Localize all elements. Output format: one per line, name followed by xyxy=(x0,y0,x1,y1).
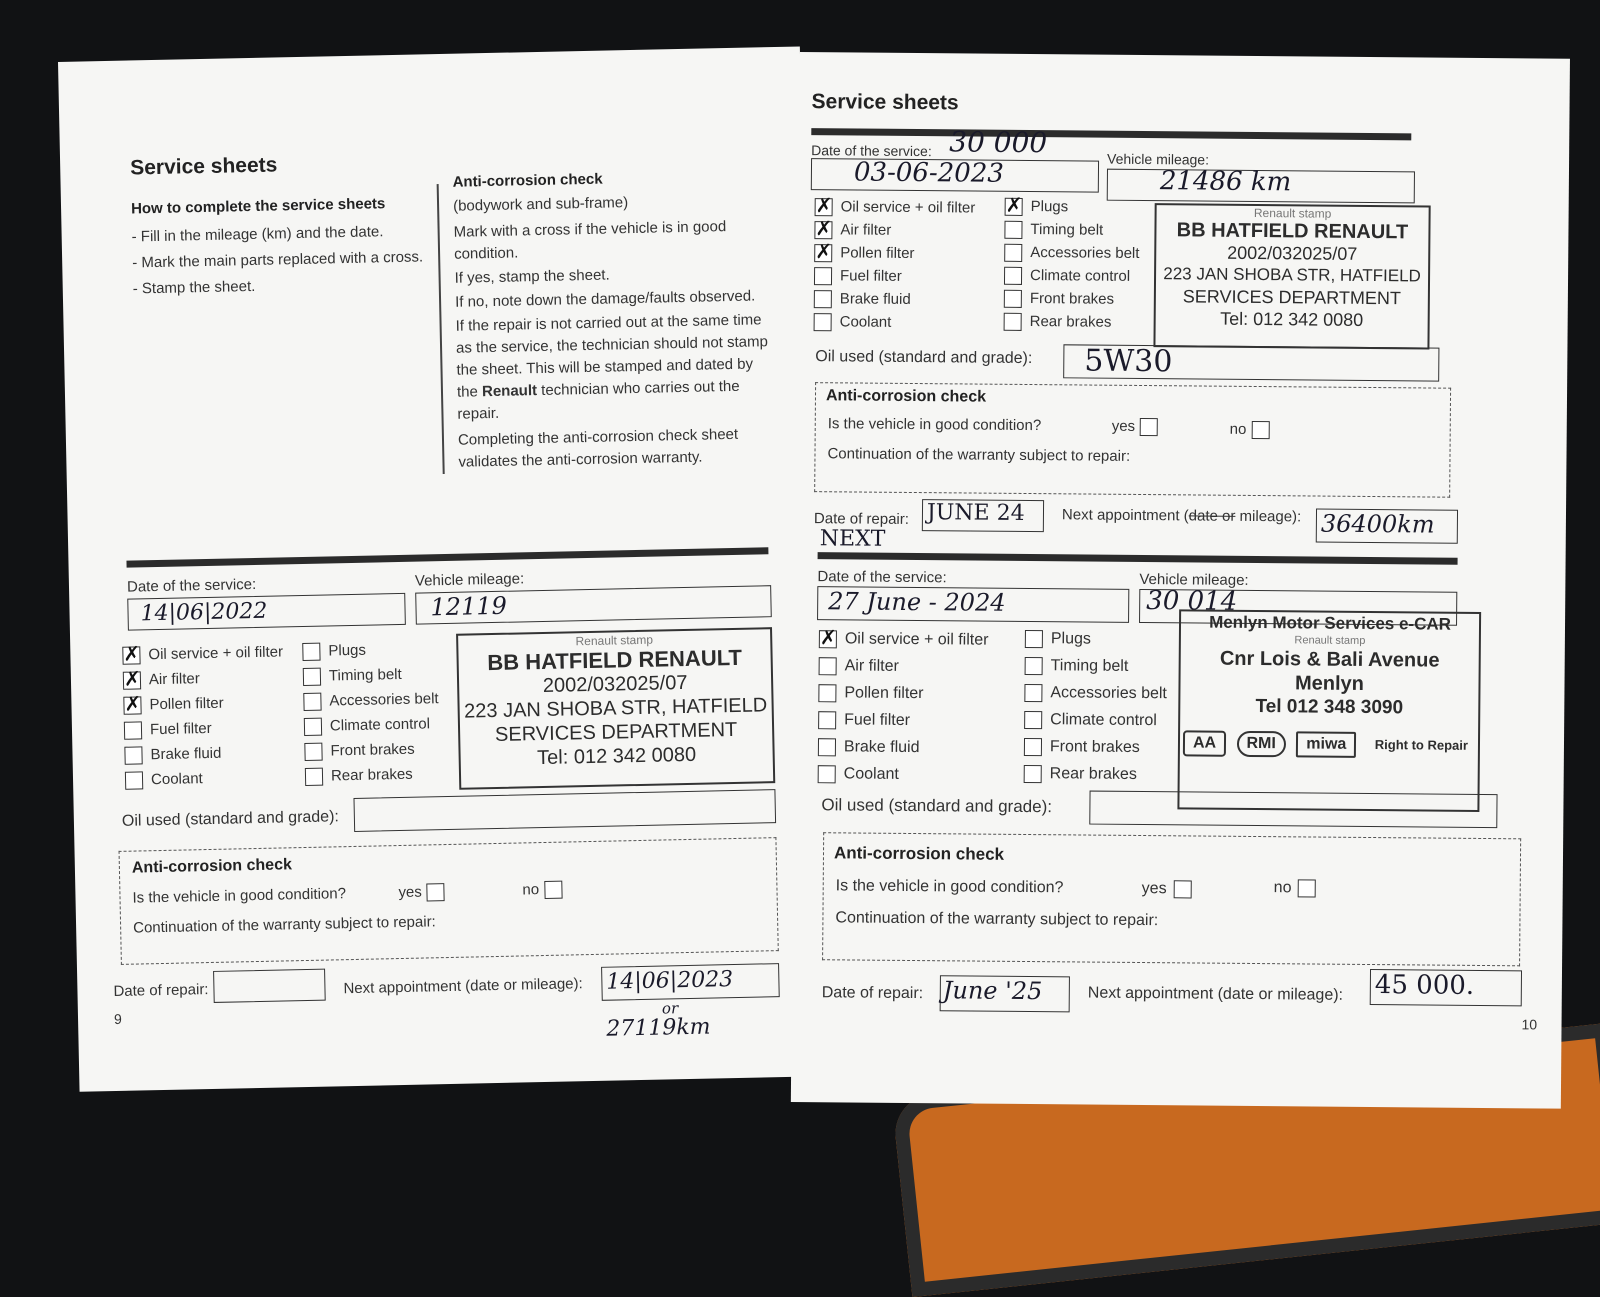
checklist-label: Climate control xyxy=(1050,711,1157,730)
anti-line xyxy=(457,376,740,403)
anti-line-suffix: technician who carries out the xyxy=(541,377,740,399)
checklist-label: Rear brakes xyxy=(1029,313,1112,331)
checklist-label: Plugs xyxy=(1030,198,1069,216)
page-number: 9 xyxy=(113,1010,123,1028)
divider xyxy=(437,184,445,474)
aa-logo: AA xyxy=(1183,730,1226,756)
anti-line: If yes, stamp the sheet. xyxy=(454,266,610,287)
right-to-repair-logo: Right to Repair xyxy=(1374,737,1469,753)
yes-label: yes xyxy=(398,883,422,902)
oil-label: Oil used (standard and grade): xyxy=(815,348,1033,368)
checklist-label: Climate control xyxy=(329,715,431,735)
mileage-value: 30 014 xyxy=(1146,586,1238,617)
checklist-label: Oil service + oil filter xyxy=(840,198,976,217)
date-label: Date of the service: xyxy=(817,568,947,587)
checkbox[interactable] xyxy=(1025,630,1043,648)
checked-mark-icon: ✗ xyxy=(819,625,837,650)
stamp-label: Renault stamp xyxy=(1294,634,1366,647)
next-label: Next appointment (date or mileage): xyxy=(343,975,583,998)
next-field[interactable] xyxy=(601,963,780,1001)
next-label xyxy=(1062,504,1301,527)
checkbox[interactable] xyxy=(1024,738,1042,756)
stamp-label: Renault stamp xyxy=(1253,205,1332,221)
checkbox[interactable] xyxy=(814,290,832,308)
section-bar xyxy=(818,552,1458,565)
checklist-label: Air filter xyxy=(148,670,200,689)
miwa-logo: miwa xyxy=(1296,731,1356,758)
repair-field[interactable] xyxy=(940,975,1070,1012)
checklist-label: Timing belt xyxy=(328,665,402,685)
checked-mark-icon: ✗ xyxy=(124,691,142,716)
anti-line: as the service, the technician should not stamp xyxy=(455,333,769,357)
next-label-part: Next appointment ( xyxy=(1061,506,1189,525)
page-title: Service sheets xyxy=(811,90,959,115)
checklist-label: Coolant xyxy=(839,313,892,331)
howto-item: - Mark the main parts replaced with a cross. xyxy=(132,248,424,272)
next-value: 45 000. xyxy=(1374,970,1475,1001)
page-title: Service sheets xyxy=(129,153,278,180)
no-checkbox[interactable] xyxy=(1298,879,1316,897)
repair-label: Date of repair: xyxy=(813,510,910,528)
checklist-label: Pollen filter xyxy=(840,244,915,263)
date-label: Date of the service: xyxy=(126,575,257,596)
page-number: 10 xyxy=(1521,1016,1538,1033)
oil-label: Oil used (standard and grade): xyxy=(821,795,1053,817)
continuation-label: Continuation of the warranty subject to repair: xyxy=(827,445,1131,465)
checkbox[interactable] xyxy=(1004,313,1022,331)
checked-mark-icon: ✗ xyxy=(815,216,833,241)
stamp-header: Menlyn Motor Services e-CAR xyxy=(1209,612,1452,634)
checked-mark-icon: ✗ xyxy=(815,239,833,264)
checklist-label: Timing belt xyxy=(1030,221,1104,239)
checkbox[interactable] xyxy=(1025,657,1043,675)
checkbox[interactable] xyxy=(303,668,321,686)
checked-mark-icon: ✗ xyxy=(1005,192,1023,217)
anti-line: the sheet. This will be stamped and dated by xyxy=(456,355,754,379)
checkbox[interactable] xyxy=(815,193,833,218)
checked-mark-icon: ✗ xyxy=(123,641,141,666)
checkbox[interactable] xyxy=(303,693,321,711)
next-field[interactable] xyxy=(1370,969,1522,1006)
section-bar xyxy=(126,547,768,567)
yes-label: yes xyxy=(1141,880,1167,898)
stamp-line: SERVICES DEPARTMENT xyxy=(1182,286,1401,309)
next-field[interactable] xyxy=(1316,509,1458,544)
left-page xyxy=(58,46,821,1091)
checklist-label: Air filter xyxy=(840,221,892,239)
mileage-label: Vehicle mileage: xyxy=(1139,570,1249,589)
stamp-line: Tel: 012 342 0080 xyxy=(536,743,697,770)
date-value: 27 June - 2024 xyxy=(828,587,1006,617)
date-value: 03-06-2023 xyxy=(853,157,1004,189)
howto-heading: How to complete the service sheets xyxy=(130,195,386,218)
checklist-label: Climate control xyxy=(1029,267,1131,285)
continuation-label: Continuation of the warranty subject to repair: xyxy=(132,913,436,937)
checkbox[interactable] xyxy=(123,666,141,691)
menlyn-stamp xyxy=(1177,609,1481,812)
repair-field[interactable] xyxy=(213,969,326,1003)
next-label-part: mileage): xyxy=(1235,507,1302,526)
stamp-line: Cnr Lois & Bali Avenue xyxy=(1219,647,1440,672)
oil-field[interactable] xyxy=(1089,791,1497,829)
checkbox[interactable] xyxy=(818,765,836,783)
anti-line: If the repair is not carried out at the same time xyxy=(455,311,762,335)
anti-title: Anti-corrosion check xyxy=(833,843,1005,864)
checkbox[interactable] xyxy=(1024,684,1042,702)
stamp-line: 2002/032025/07 xyxy=(542,671,688,697)
checkbox[interactable] xyxy=(124,721,142,739)
checklist-label: Coolant xyxy=(150,770,203,789)
checklist-label: Fuel filter xyxy=(149,719,212,739)
checklist-label: Brake fluid xyxy=(150,744,222,764)
section-bar xyxy=(811,128,1411,140)
checked-mark-icon: ✗ xyxy=(123,666,141,691)
checklist-label: Pollen filter xyxy=(844,684,924,703)
howto-item: - Fill in the mileage (km) and the date. xyxy=(131,223,384,246)
checklist-label: Front brakes xyxy=(330,740,415,760)
no-label: no xyxy=(1273,879,1292,897)
checkbox[interactable] xyxy=(818,684,836,702)
anti-line: Completing the anti-corrosion check sheet xyxy=(457,425,739,449)
checklist-label: Oil service + oil filter xyxy=(148,643,284,664)
howto-item: - Stamp the sheet. xyxy=(132,277,256,298)
date-field[interactable] xyxy=(817,586,1129,623)
anti-question: Is the vehicle in good condition? xyxy=(132,885,347,907)
stamp-line: Menlyn xyxy=(1294,672,1365,695)
checkbox[interactable] xyxy=(814,313,832,331)
stamp-label: Renault stamp xyxy=(575,632,654,649)
checklist-label: Brake fluid xyxy=(839,290,911,308)
checklist-label: Oil service + oil filter xyxy=(844,630,989,649)
checklist-label: Coolant xyxy=(843,765,899,783)
checkbox[interactable] xyxy=(1004,244,1022,262)
repair-value: June '25 xyxy=(942,976,1043,1006)
checkbox[interactable] xyxy=(123,691,142,716)
anti-line: validates the anti-corrosion warranty. xyxy=(458,448,703,471)
checkbox[interactable] xyxy=(814,267,832,285)
checkbox[interactable] xyxy=(1004,290,1022,308)
rmi-logo: RMI xyxy=(1236,731,1286,757)
anti-question: Is the vehicle in good condition? xyxy=(827,415,1042,435)
anti-line-prefix: the xyxy=(456,383,479,401)
oil-label: Oil used (standard and grade): xyxy=(121,808,340,830)
stamp-line: BB HATFIELD RENAULT xyxy=(1176,219,1409,244)
next-value: 36400km xyxy=(1320,509,1435,539)
checkbox[interactable] xyxy=(1024,765,1042,783)
stamp-line: 223 JAN SHOBA STR, HATFIELD xyxy=(1163,264,1421,286)
stamp-line: Tel: 012 342 0080 xyxy=(1220,308,1364,330)
stamp-logos xyxy=(1180,730,1478,759)
mileage-value: 21486 km xyxy=(1159,166,1292,198)
checkbox[interactable] xyxy=(1024,711,1042,729)
date-value: 14|06|2022 xyxy=(140,598,268,627)
checklist-label: Accessories belt xyxy=(1030,244,1140,262)
yes-checkbox[interactable] xyxy=(1174,880,1192,898)
anti-line: condition. xyxy=(453,244,519,263)
yes-checkbox[interactable] xyxy=(1140,418,1158,436)
anti-corrosion-box xyxy=(119,837,779,965)
checklist-label: Front brakes xyxy=(1029,290,1115,308)
anti-line: (bodywork and sub-frame) xyxy=(452,194,629,215)
checkbox[interactable] xyxy=(814,216,833,241)
anti-corrosion-box xyxy=(814,382,1451,498)
oil-field[interactable] xyxy=(353,789,776,832)
checkbox[interactable] xyxy=(818,711,836,729)
mileage-label: Vehicle mileage: xyxy=(1107,150,1210,168)
anti-line: Mark with a cross if the vehicle is in good xyxy=(453,218,727,241)
checkbox[interactable] xyxy=(1004,267,1022,285)
yes-checkbox[interactable] xyxy=(426,883,444,901)
right-page xyxy=(791,52,1570,1109)
anti-heading: Anti-corrosion check xyxy=(452,170,603,191)
oil-field[interactable] xyxy=(1063,344,1439,381)
checkbox[interactable] xyxy=(1004,221,1022,239)
checklist-label: Rear brakes xyxy=(330,765,413,785)
checkbox[interactable] xyxy=(818,738,836,756)
stamp-line: 223 JAN SHOBA STR, HATFIELD xyxy=(463,694,768,723)
anti-line: If no, note down the damage/faults observed. xyxy=(454,287,756,311)
checklist-label: Front brakes xyxy=(1049,738,1140,756)
oil-value: 5W30 xyxy=(1084,343,1173,380)
repair-label: Date of repair: xyxy=(113,981,209,1001)
renault-stamp xyxy=(1153,203,1430,349)
checkbox[interactable] xyxy=(122,641,141,666)
next-label: Next appointment (date or mileage): xyxy=(1087,984,1344,1004)
checklist-label: Fuel filter xyxy=(844,711,911,729)
checkbox[interactable] xyxy=(1005,192,1023,217)
stamp-line: 2002/032025/07 xyxy=(1227,242,1358,264)
yes-label: yes xyxy=(1111,417,1136,435)
checkbox[interactable] xyxy=(814,239,833,264)
checklist-label: Accessories belt xyxy=(329,690,439,710)
checkbox[interactable] xyxy=(124,746,142,764)
checked-mark-icon: ✗ xyxy=(815,193,833,218)
date-field[interactable] xyxy=(811,158,1099,193)
checkbox[interactable] xyxy=(304,743,322,761)
no-label: no xyxy=(1229,420,1247,438)
checklist-label: Fuel filter xyxy=(839,267,902,285)
checkbox[interactable] xyxy=(819,657,837,675)
date-label: Date of the service: xyxy=(811,142,932,160)
checkbox[interactable] xyxy=(304,718,322,736)
anti-line: repair. xyxy=(457,404,500,423)
checklist-label: Timing belt xyxy=(1050,657,1129,675)
checklist-label: Rear brakes xyxy=(1049,765,1137,783)
anti-question: Is the vehicle in good condition? xyxy=(835,877,1064,897)
checklist-label: Brake fluid xyxy=(843,738,920,757)
no-label: no xyxy=(522,881,540,899)
next-value: 14|06|2023 xyxy=(606,967,734,995)
checkbox[interactable] xyxy=(302,643,320,661)
stamp-line: BB HATFIELD RENAULT xyxy=(487,644,743,676)
checkbox[interactable] xyxy=(305,768,323,786)
renault-word: Renault xyxy=(481,382,538,401)
repair-label: Date of repair: xyxy=(821,984,924,1003)
next-note-or: or xyxy=(661,999,679,1018)
mileage-field[interactable] xyxy=(415,585,772,624)
repair-field[interactable] xyxy=(922,499,1044,532)
checkbox[interactable] xyxy=(819,625,837,650)
checklist-label: Plugs xyxy=(328,641,367,660)
repair-value: JUNE 24 xyxy=(926,500,1025,526)
mileage-label: Vehicle mileage: xyxy=(414,570,525,590)
next-label-struck: date or xyxy=(1188,507,1236,525)
checklist-label: Pollen filter xyxy=(149,694,224,714)
no-checkbox[interactable] xyxy=(1252,421,1270,439)
mileage-value: 12119 xyxy=(430,591,508,622)
date-field[interactable] xyxy=(127,593,406,631)
above-date-note: 30 000 xyxy=(949,125,1048,160)
no-checkbox[interactable] xyxy=(544,881,562,899)
checklist-label: Plugs xyxy=(1050,630,1091,648)
next-note-km: 27119km xyxy=(606,1014,711,1042)
continuation-label: Continuation of the warranty subject to repair: xyxy=(835,909,1159,930)
anti-title: Anti-corrosion check xyxy=(825,387,987,406)
next-handwritten-note: NEXT xyxy=(819,526,886,552)
renault-stamp xyxy=(456,627,775,790)
mileage-field[interactable] xyxy=(1107,166,1415,204)
stamp-line: Tel 012 348 3090 xyxy=(1255,696,1404,719)
checklist-label: Air filter xyxy=(844,657,899,675)
anti-title: Anti-corrosion check xyxy=(131,856,293,877)
stamp-line: SERVICES DEPARTMENT xyxy=(494,718,738,746)
anti-corrosion-box xyxy=(822,832,1521,966)
checklist-label: Accessories belt xyxy=(1050,684,1167,703)
checkbox[interactable] xyxy=(125,771,143,789)
